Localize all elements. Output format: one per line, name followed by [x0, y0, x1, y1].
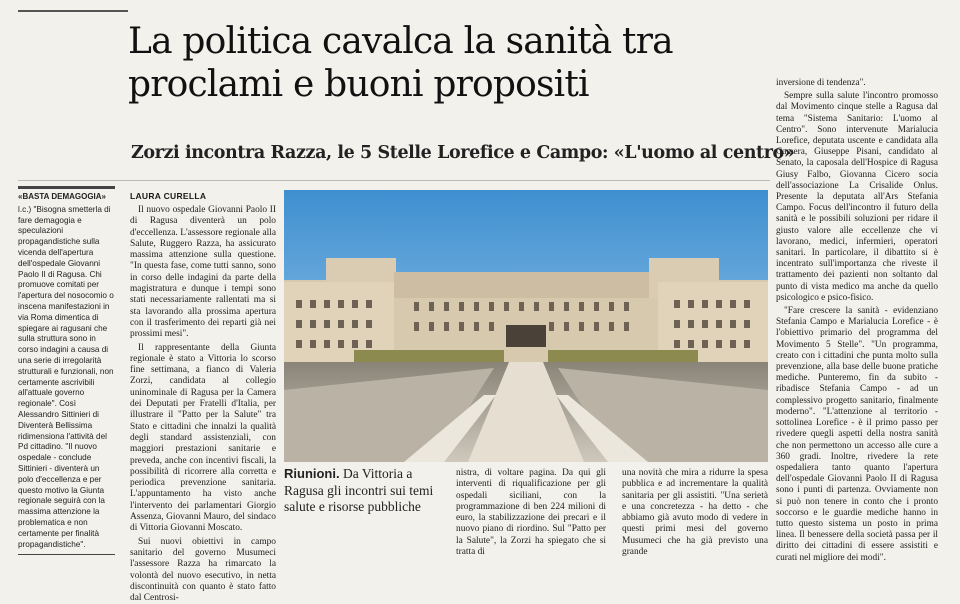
sidebar-rule: [18, 186, 115, 189]
section-divider: [18, 180, 770, 181]
paragraph: una novità che mira a ridurre la spesa pubblica e ad incrementare la qualità sanitaria per gli assistiti. "Una serietà e una concretezza - ha detto - che abbiamo già avuto modo di vedere in questi primi mesi del governo Musumeci che ha già previsto una grande: [622, 468, 768, 558]
sidebar-box: [18, 186, 115, 555]
sidebar-kicker: «BASTA DEMAGOGIA»: [18, 192, 107, 201]
article-column-3: [622, 468, 768, 558]
paragraph: inversione di tendenza".: [776, 78, 866, 88]
sidebar-text: l.c.) "Bisogna smetterla di fare demagogia e speculazioni propagandistiche sulla vicenda dell'apertura dell'ospedale Giovanni Paolo II di Ragusa. Chi promuove comitati per l'apertura del nosocomio o inscena manifestazioni in via Roma dimentica di spiegare ai ragusani che sulla struttura sono in corso indagini a causa di una serie di irregolarità strutturali e funzionali, non certamente ascrivibili all'attuale governo regionale". Così Alessandro Sittinieri di Diventerà Bellissima ridimensiona l'attività del Pd cittadino. "Il nuovo ospedale - conclude Sittinieri - diventerà un polo d'eccellenza e per questo motivo la Giunta regionale seguirà con la massima attenzione la problematica e non certamente per finalità propagandistiche".: [18, 204, 114, 549]
paragraph: Sui nuovi obiettivi in campo sanitario del governo Musumeci l'assessore Razza ha rimarcato la volontà del nuovo esecutivo, in netta discontinuità con quanto è stato fatto dal Centrosi-: [130, 536, 276, 604]
byline: LAURA CURELLA: [130, 191, 207, 201]
sidebar-bottom-rule: [18, 554, 115, 555]
hospital-building-illustration: [284, 190, 768, 462]
article-column-2: [456, 468, 606, 558]
photo-caption: [284, 466, 450, 516]
paragraph: nistra, di voltare pagina. Da qui gli interventi di riqualificazione per gli ospedali siciliani, con la programmazione di ben 224 milioni di euro, la stabilizzazione dei precari e il nuovo piano di riordino. Sul "Patto per la Salute", la Zorzi ha spiegato che si tratta di: [456, 468, 606, 558]
article-headline: La politica cavalca la sanità tra proclami e buoni propositi: [128, 21, 673, 105]
top-rule: [18, 10, 128, 12]
paragraph: "Fare crescere la sanità - evidenziano Stefania Campo e Marialucia Lorefice - è l'obiettivo primario del programma del Movimento 5 Stelle". "Un programma, creato con i cittadini che punta molto sulla prevenzione, alla base delle buone pratiche mediche. Punteremo, fin da subito - ribadisce Stefania Campo - ad un complessivo progetto sanitario, finalmente moderno". "L'attenzione al territorio - sottolinea Lorefice - è il primo passo per rivedere quegli aspetti della nostra sanità che non permettono un accesso alle cure a 360 gradi. Inoltre, rivedere la rete ospedaliera tanto quanto l'apertura dell'ospedale Giovanni Paolo II di Ragusa sono i punti di partenza. Ovviamente non si può non tenere in conto che i pronto soccorso e le guardie mediche hanno in tutto questo sistema un posto in prima linea. Il benessere della società passa per il diritto dei cittadini di essere assistiti e curati nel migliore dei modi".: [776, 306, 938, 563]
article-column-right: [776, 78, 938, 564]
article-subhead: Zorzi incontra Razza, le 5 Stelle Lorefice e Campo: «L'uomo al centro»: [131, 143, 795, 163]
paragraph: Sempre sulla salute l'incontro promosso dal Movimento cinque stelle a Ragusa dal tema "Sistema Sanitario: L'uomo al Centro". Sono intervenute Marialucia Lorefice, deputata uscente e candidata alla Camera, Giuseppe Pisani, candidato al Senato, la caposala dell'Hospice di Ragusa Giusy Falbo, Giovanna Cicero socia dell'associazione La Crisalide Onlus. Presente la deputata all'Ars Stefania Campo. Focus dell'incontro il futuro della sanità e le possibili soluzioni per ridare il giusto valore alle eccellenze che vi lavorano, medici, infermieri, operatori sanitari. In particolare, il dibattito si è incentrato sull'importanza che riveste il trattamento dei pazienti non soltanto dal punto di vista medico ma anche da quello psicologico e psico-fisico.: [776, 91, 938, 303]
article-column-1: [130, 205, 276, 604]
paragraph: Il nuovo ospedale Giovanni Paolo II di Ragusa diventerà un polo d'eccellenza. L'assessore regionale alla Salute, Ruggero Razza, ha assicurato massima attenzione sulla questione. "In questa fase, come tutti sanno, sono in corso delle indagini da parte della magistratura e dunque i tempi sono stati necessariamente rallentati ma si sta lavorando alla prossima apertura con il trasferimento dei reparti già nei prossimi mesi".: [130, 205, 276, 340]
caption-text: Da Vittoria a Ragusa gli incontri sui temi salute e risorse pubbliche: [284, 466, 434, 514]
caption-kicker: Riunioni.: [284, 466, 340, 481]
paragraph: Il rappresentante della Giunta regionale è stato a Vittoria lo scorso fine settimana, a fianco di Valeria Zorzi, candidata al collegio uninominale di Ragusa per la Camera dei Deputati per Fratelli d'Italia, per illustrare il "Patto per la Salute" tra Stato e cittadini che innalzi la qualità degli standard assistenziali, con maggiori prestazioni sanitarie e preveda, anche con incentivi fiscali, la possibilità di ricorrere alla corretta e periodica prevenzione sanitaria. L'appuntamento ha visto anche l'intervento dei parlamentari Giorgio Assenza, Giovanni Mauro, del sindaco di Vittoria Giovanni Moscato.: [130, 342, 276, 534]
hospital-photo: [284, 190, 768, 462]
